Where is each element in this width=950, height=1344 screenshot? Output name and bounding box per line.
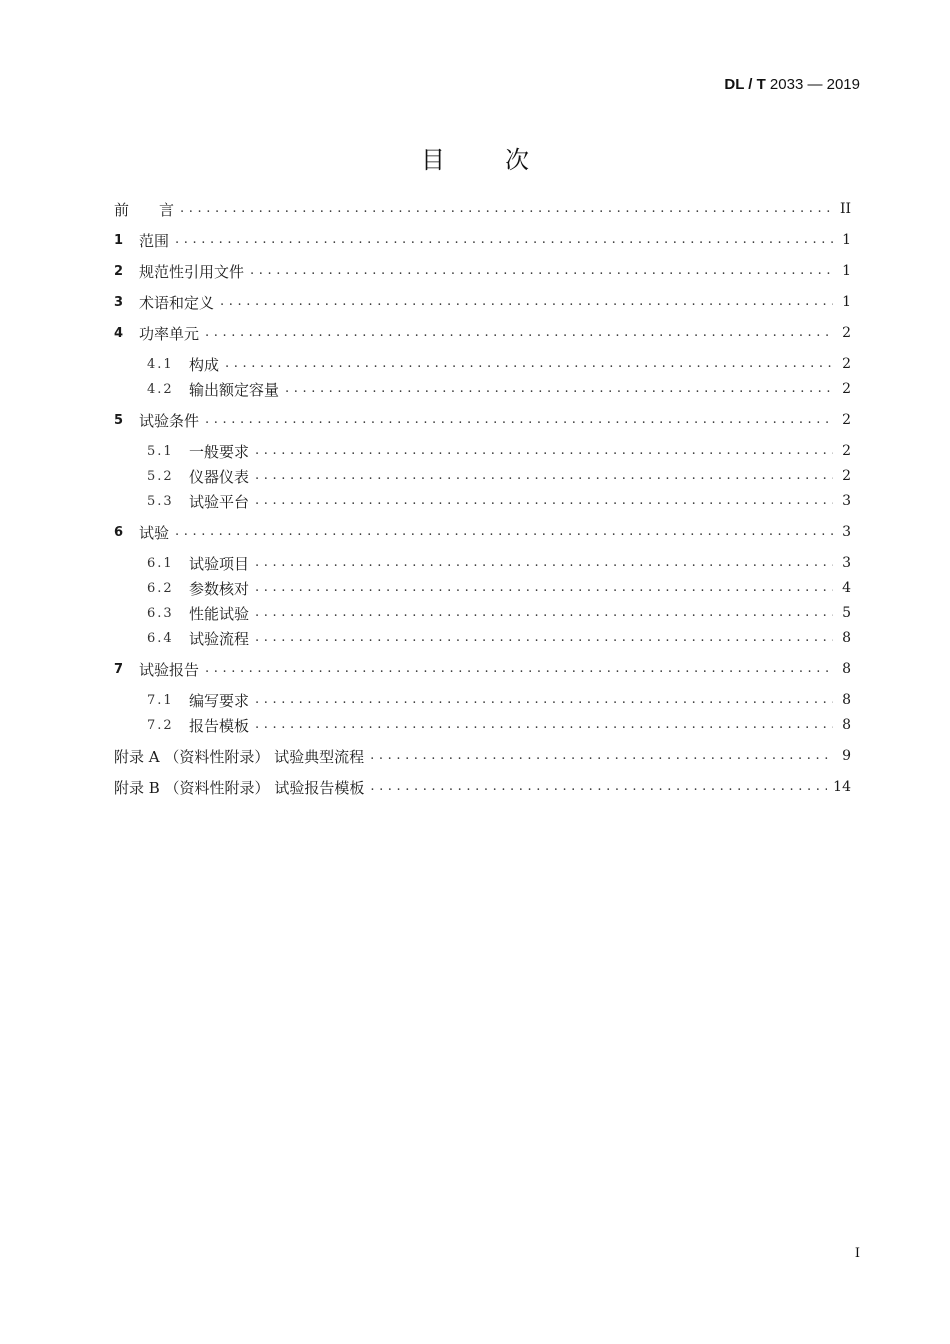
toc-entry-number: 5.3 [147, 493, 174, 509]
toc-entry-number: 1 [114, 232, 124, 248]
toc-entry[interactable] [114, 322, 851, 344]
toc-entry-title: 功率单元 [139, 324, 200, 343]
toc-entry-page: 1 [842, 263, 851, 279]
toc-entry-number: 7.2 [147, 717, 174, 733]
toc-dot-leader [225, 355, 833, 373]
toc-entry-page: 8 [842, 692, 851, 708]
toc-dot-leader [255, 629, 833, 647]
toc-dot-leader [255, 492, 833, 510]
toc-entry-number: 2 [114, 263, 124, 279]
toc-entry-title: 性能试验 [189, 604, 250, 623]
toc-entry-title: 试验报告 [139, 660, 200, 679]
toc-entry-page: 4 [842, 580, 851, 596]
toc-entry-title: 试验平台 [189, 492, 250, 511]
toc-entry-page: 3 [842, 524, 851, 540]
toc-entry[interactable] [147, 378, 851, 400]
toc-entry-page: 2 [842, 468, 851, 484]
toc-entry-number: 6.3 [147, 605, 174, 621]
toc-dot-leader [175, 523, 833, 541]
toc-entry-page: 8 [842, 661, 851, 677]
toc-entry-page: 3 [842, 493, 851, 509]
toc-entry[interactable] [147, 627, 851, 649]
toc-entry-title: 参数核对 [189, 579, 250, 598]
toc-entry-number: 6 [114, 524, 124, 540]
toc-entry-title: 规范性引用文件 [139, 262, 245, 281]
toc-dot-leader [205, 324, 833, 342]
toc-entry-title: 试验 [139, 523, 170, 542]
toc-entry[interactable] [147, 353, 851, 375]
toc-entry[interactable] [147, 602, 851, 624]
toc-entry[interactable] [114, 229, 851, 251]
toc-entry[interactable] [147, 552, 851, 574]
toc-dot-leader [255, 579, 833, 597]
toc-entry-title: 附录 A （资料性附录） 试验典型流程 [114, 747, 365, 766]
toc-entry-title: 仪器仪表 [189, 467, 250, 486]
toc-entry-page: 1 [842, 232, 851, 248]
toc-entry[interactable] [147, 465, 851, 487]
toc-dot-leader [255, 554, 833, 572]
toc-entry-page: 2 [842, 381, 851, 397]
toc-entry-title: 构成 [189, 355, 220, 374]
toc-entry[interactable] [114, 260, 851, 282]
toc-dot-leader [220, 293, 833, 311]
toc-dot-leader [255, 604, 833, 622]
toc-entry[interactable] [114, 291, 851, 313]
toc-entry-number: 7 [114, 661, 124, 677]
toc-dot-leader [255, 691, 833, 709]
toc-entry-title: 前 言 [114, 200, 175, 219]
toc-entry-page: 14 [833, 779, 851, 795]
toc-entry-page: II [839, 201, 851, 217]
toc-entry-title: 范围 [139, 231, 170, 250]
toc-entry-number: 3 [114, 294, 124, 310]
toc-entry-title: 一般要求 [189, 442, 250, 461]
toc-dot-leader [250, 262, 833, 280]
toc-entry-number: 6.2 [147, 580, 174, 596]
toc-entry-number: 4.1 [147, 356, 174, 372]
toc-dot-leader [255, 716, 833, 734]
toc-dot-leader [255, 467, 833, 485]
toc-dot-leader [175, 231, 833, 249]
standard-code [724, 76, 860, 93]
toc-entry[interactable] [147, 577, 851, 599]
toc-entry-number: 5.2 [147, 468, 174, 484]
toc-entry[interactable] [147, 490, 851, 512]
toc-entry-title: 试验条件 [139, 411, 200, 430]
toc-entry-title: 试验项目 [189, 554, 250, 573]
toc-entry-page: 2 [842, 325, 851, 341]
toc-dot-leader [205, 660, 833, 678]
toc-entry-title: 报告模板 [189, 716, 250, 735]
toc-entry-page: 2 [842, 356, 851, 372]
toc-entry[interactable] [114, 776, 851, 798]
page-number: I [854, 1246, 860, 1261]
toc-entry[interactable] [147, 689, 851, 711]
toc-entry-number: 7.1 [147, 692, 174, 708]
toc-entry-page: 9 [842, 748, 851, 764]
toc-entry[interactable] [114, 198, 851, 220]
toc-entry[interactable] [114, 658, 851, 680]
toc-entry[interactable] [147, 440, 851, 462]
standard-code-suffix: 2033 — 2019 [769, 76, 860, 93]
toc-entry-number: 6.1 [147, 555, 174, 571]
toc-dot-leader [370, 778, 827, 796]
toc-dot-leader [255, 442, 833, 460]
toc-entry-number: 6.4 [147, 630, 174, 646]
toc-entry-title: 附录 B （资料性附录） 试验报告模板 [114, 778, 365, 797]
toc-dot-leader [285, 380, 833, 398]
toc-entry-page: 2 [842, 412, 851, 428]
toc-entry-page: 2 [842, 443, 851, 459]
toc-dot-leader [205, 411, 833, 429]
toc-entry-page: 8 [842, 630, 851, 646]
toc-entry-page: 3 [842, 555, 851, 571]
toc-entry-page: 8 [842, 717, 851, 733]
toc-entry-number: 5 [114, 412, 124, 428]
toc-entry-title: 输出额定容量 [189, 380, 280, 399]
toc-entry[interactable] [114, 521, 851, 543]
toc-entry-title: 术语和定义 [139, 293, 215, 312]
toc-entry-page: 1 [842, 294, 851, 310]
page-title: 目次 [421, 146, 589, 174]
toc-entry-number: 4.2 [147, 381, 174, 397]
standard-code-prefix: DL / T [724, 76, 766, 93]
toc-entry-page: 5 [842, 605, 851, 621]
toc-entry-title: 试验流程 [189, 629, 250, 648]
toc-entry[interactable] [147, 714, 851, 736]
toc-entry-number: 4 [114, 325, 124, 341]
toc-dot-leader [370, 747, 833, 765]
toc-entry-title: 编写要求 [189, 691, 250, 710]
toc-entry-number: 5.1 [147, 443, 174, 459]
toc-dot-leader [180, 200, 833, 218]
toc-entry[interactable] [114, 409, 851, 431]
toc-entry[interactable] [114, 745, 851, 767]
